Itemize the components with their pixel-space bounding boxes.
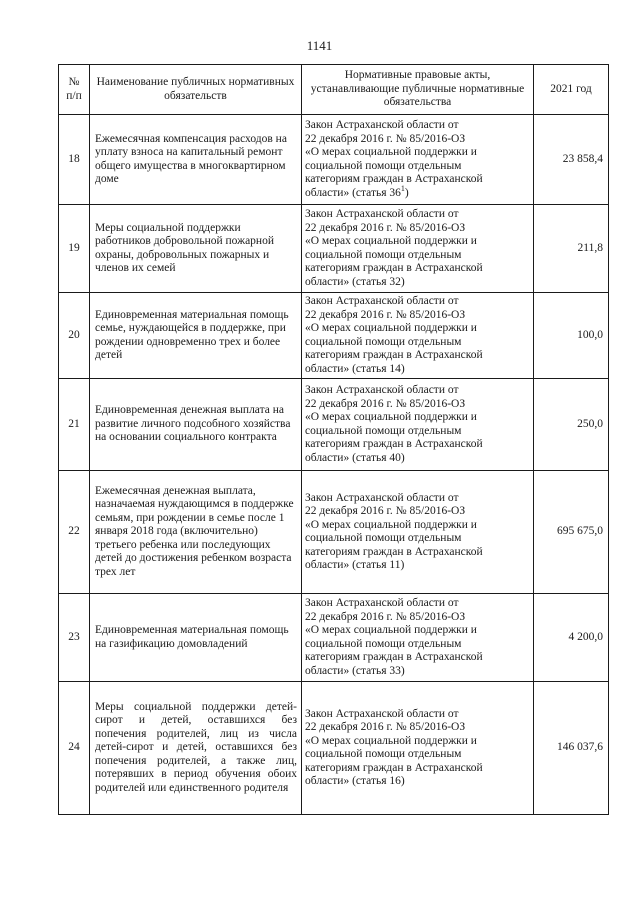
amount-2021: 4 200,0 [534,594,609,682]
amount-2021: 100,0 [534,293,609,379]
legal-act-line: категориям граждан в Астраханской [305,173,483,185]
header-amount: 2021 год [534,65,609,115]
table-body [59,115,609,815]
legal-act [302,293,534,379]
amount-2021: 23 858,4 [534,115,609,205]
obligation-name: Меры социальной поддержки детей-сирот и детей, оставшихся без попечения родителей, лиц из числа детей-сирот и детей, оставшихся без попечения родителей, а также лиц, потерявших в период обучения обоих родителей или единственного родителя [90,682,302,815]
legal-act-line: Закон Астраханской области от [305,119,459,131]
row-number: 18 [59,115,90,205]
legal-act-line: «О мерах социальной поддержки и [305,518,477,531]
row-number: 23 [59,594,90,682]
legal-act-line: Закон Астраханской области от [305,208,459,220]
table-row [59,115,609,205]
table-row [59,205,609,293]
legal-act-line: области» (статья 33) [305,664,405,677]
legal-act-line: социальной помощи отдельным [305,335,462,348]
amount-2021: 695 675,0 [534,471,609,594]
legal-act-line: «О мерах социальной поддержки и [305,146,477,158]
table-row [59,471,609,594]
legal-act [302,205,534,293]
legal-act-line: «О мерах социальной поддержки и [305,411,477,423]
amount-2021: 250,0 [534,379,609,471]
legal-act-line: Закон Астраханской области от [305,384,459,396]
row-number: 22 [59,471,90,594]
legal-act-line: социальной помощи отдельным [305,637,462,650]
article-superscript: 1 [400,183,405,193]
legal-act-line: области» (статья 14) [305,362,405,375]
legal-act-line: области» (статья 11) [305,559,405,571]
legal-act-line: области» (статья 32) [305,275,405,288]
legal-act-line: социальной помощи отдельным [305,424,462,437]
legal-act-line: 22 декабря 2016 г. № 85/2016-ОЗ [305,132,466,145]
legal-act-line [305,183,529,201]
obligation-name: Единовременная денежная выплата на развитие личного подсобного хозяйства на основании социального контракта [90,379,302,471]
page-number: 1141 [306,38,333,53]
legal-act-line: социальной помощи отдельным [305,748,462,760]
header-law: Нормативные правовые акты, устанавливающие публичные нормативные обязательства [302,65,534,115]
legal-act-line: категориям граждан в Астраханской [305,349,483,361]
obligation-name: Единовременная материальная помощь семье, нуждающейся в поддержке, при рождении одновременно трех и более детей [90,293,302,379]
legal-act-line: Закон Астраханской области от [305,707,459,720]
obligation-name: Единовременная материальная помощь на газификацию домовладений [90,594,302,682]
legal-act-line: «О мерах социальной поддержки и [305,322,477,334]
table-row [59,379,609,471]
legal-act-line: социальной помощи отдельным [305,248,462,261]
legal-act-line: «О мерах социальной поддержки и [305,624,477,636]
legal-act-line: категориям граждан в Астраханской [305,438,483,450]
legal-act-line: Закон Астраханской области от [305,295,459,307]
legal-act-line: «О мерах социальной поддержки и [305,235,477,247]
table-header-row [59,65,609,115]
legal-act [302,594,534,682]
legal-act-line: 22 декабря 2016 г. № 85/2016-ОЗ [305,610,466,623]
legal-act-line: категориям граждан в Астраханской [305,545,483,558]
legal-act-tail: ) [404,186,409,199]
legal-act [302,115,534,205]
legal-act-text: области» (статья 36 [305,186,401,199]
legal-act-line: Закон Астраханской области от [305,597,459,609]
legal-act-line: 22 декабря 2016 г. № 85/2016-ОЗ [305,397,466,410]
legal-act [302,471,534,594]
obligations-table [58,64,609,815]
legal-act-line: социальной помощи отдельным [305,532,462,544]
legal-act [302,379,534,471]
amount-2021: 211,8 [534,205,609,293]
row-number: 20 [59,293,90,379]
row-number: 19 [59,205,90,293]
legal-act-line: 22 декабря 2016 г. № 85/2016-ОЗ [305,308,466,321]
legal-act-line: 22 декабря 2016 г. № 85/2016-ОЗ [305,721,466,733]
obligation-name: Ежемесячная компенсация расходов на уплату взноса на капитальный ремонт общего имущества в многоквартирном доме [90,115,302,205]
legal-act-line: «О мерах социальной поддержки и [305,734,477,747]
row-number: 24 [59,682,90,815]
legal-act-line: категориям граждан в Астраханской [305,761,483,774]
legal-act-line: социальной помощи отдельным [305,159,462,172]
table-row [59,682,609,815]
table-row [59,293,609,379]
legal-act-line: 22 декабря 2016 г. № 85/2016-ОЗ [305,505,466,517]
legal-act-line: категориям граждан в Астраханской [305,651,483,663]
amount-2021: 146 037,6 [534,682,609,815]
obligation-name: Ежемесячная денежная выплата, назначаемая нуждающимся в поддержке семьям, при рождении в семье после 1 января 2018 года (включительно) третьего ребенка или последующих детей до достижения ребенком возраста трех лет [90,471,302,594]
legal-act-line: области» (статья 16) [305,775,405,787]
header-name: Наименование публичных нормативных обязательств [90,65,302,115]
legal-act [302,682,534,815]
legal-act-line: 22 декабря 2016 г. № 85/2016-ОЗ [305,221,466,234]
table-row [59,594,609,682]
legal-act-line: категориям граждан в Астраханской [305,262,483,274]
row-number: 21 [59,379,90,471]
legal-act-line: области» (статья 40) [305,451,405,464]
legal-act-line: Закон Астраханской области от [305,491,459,504]
obligation-name: Меры социальной поддержки работников добровольной пожарной охраны, добровольных пожарных и членов их семей [90,205,302,293]
header-num: № п/п [59,65,90,115]
